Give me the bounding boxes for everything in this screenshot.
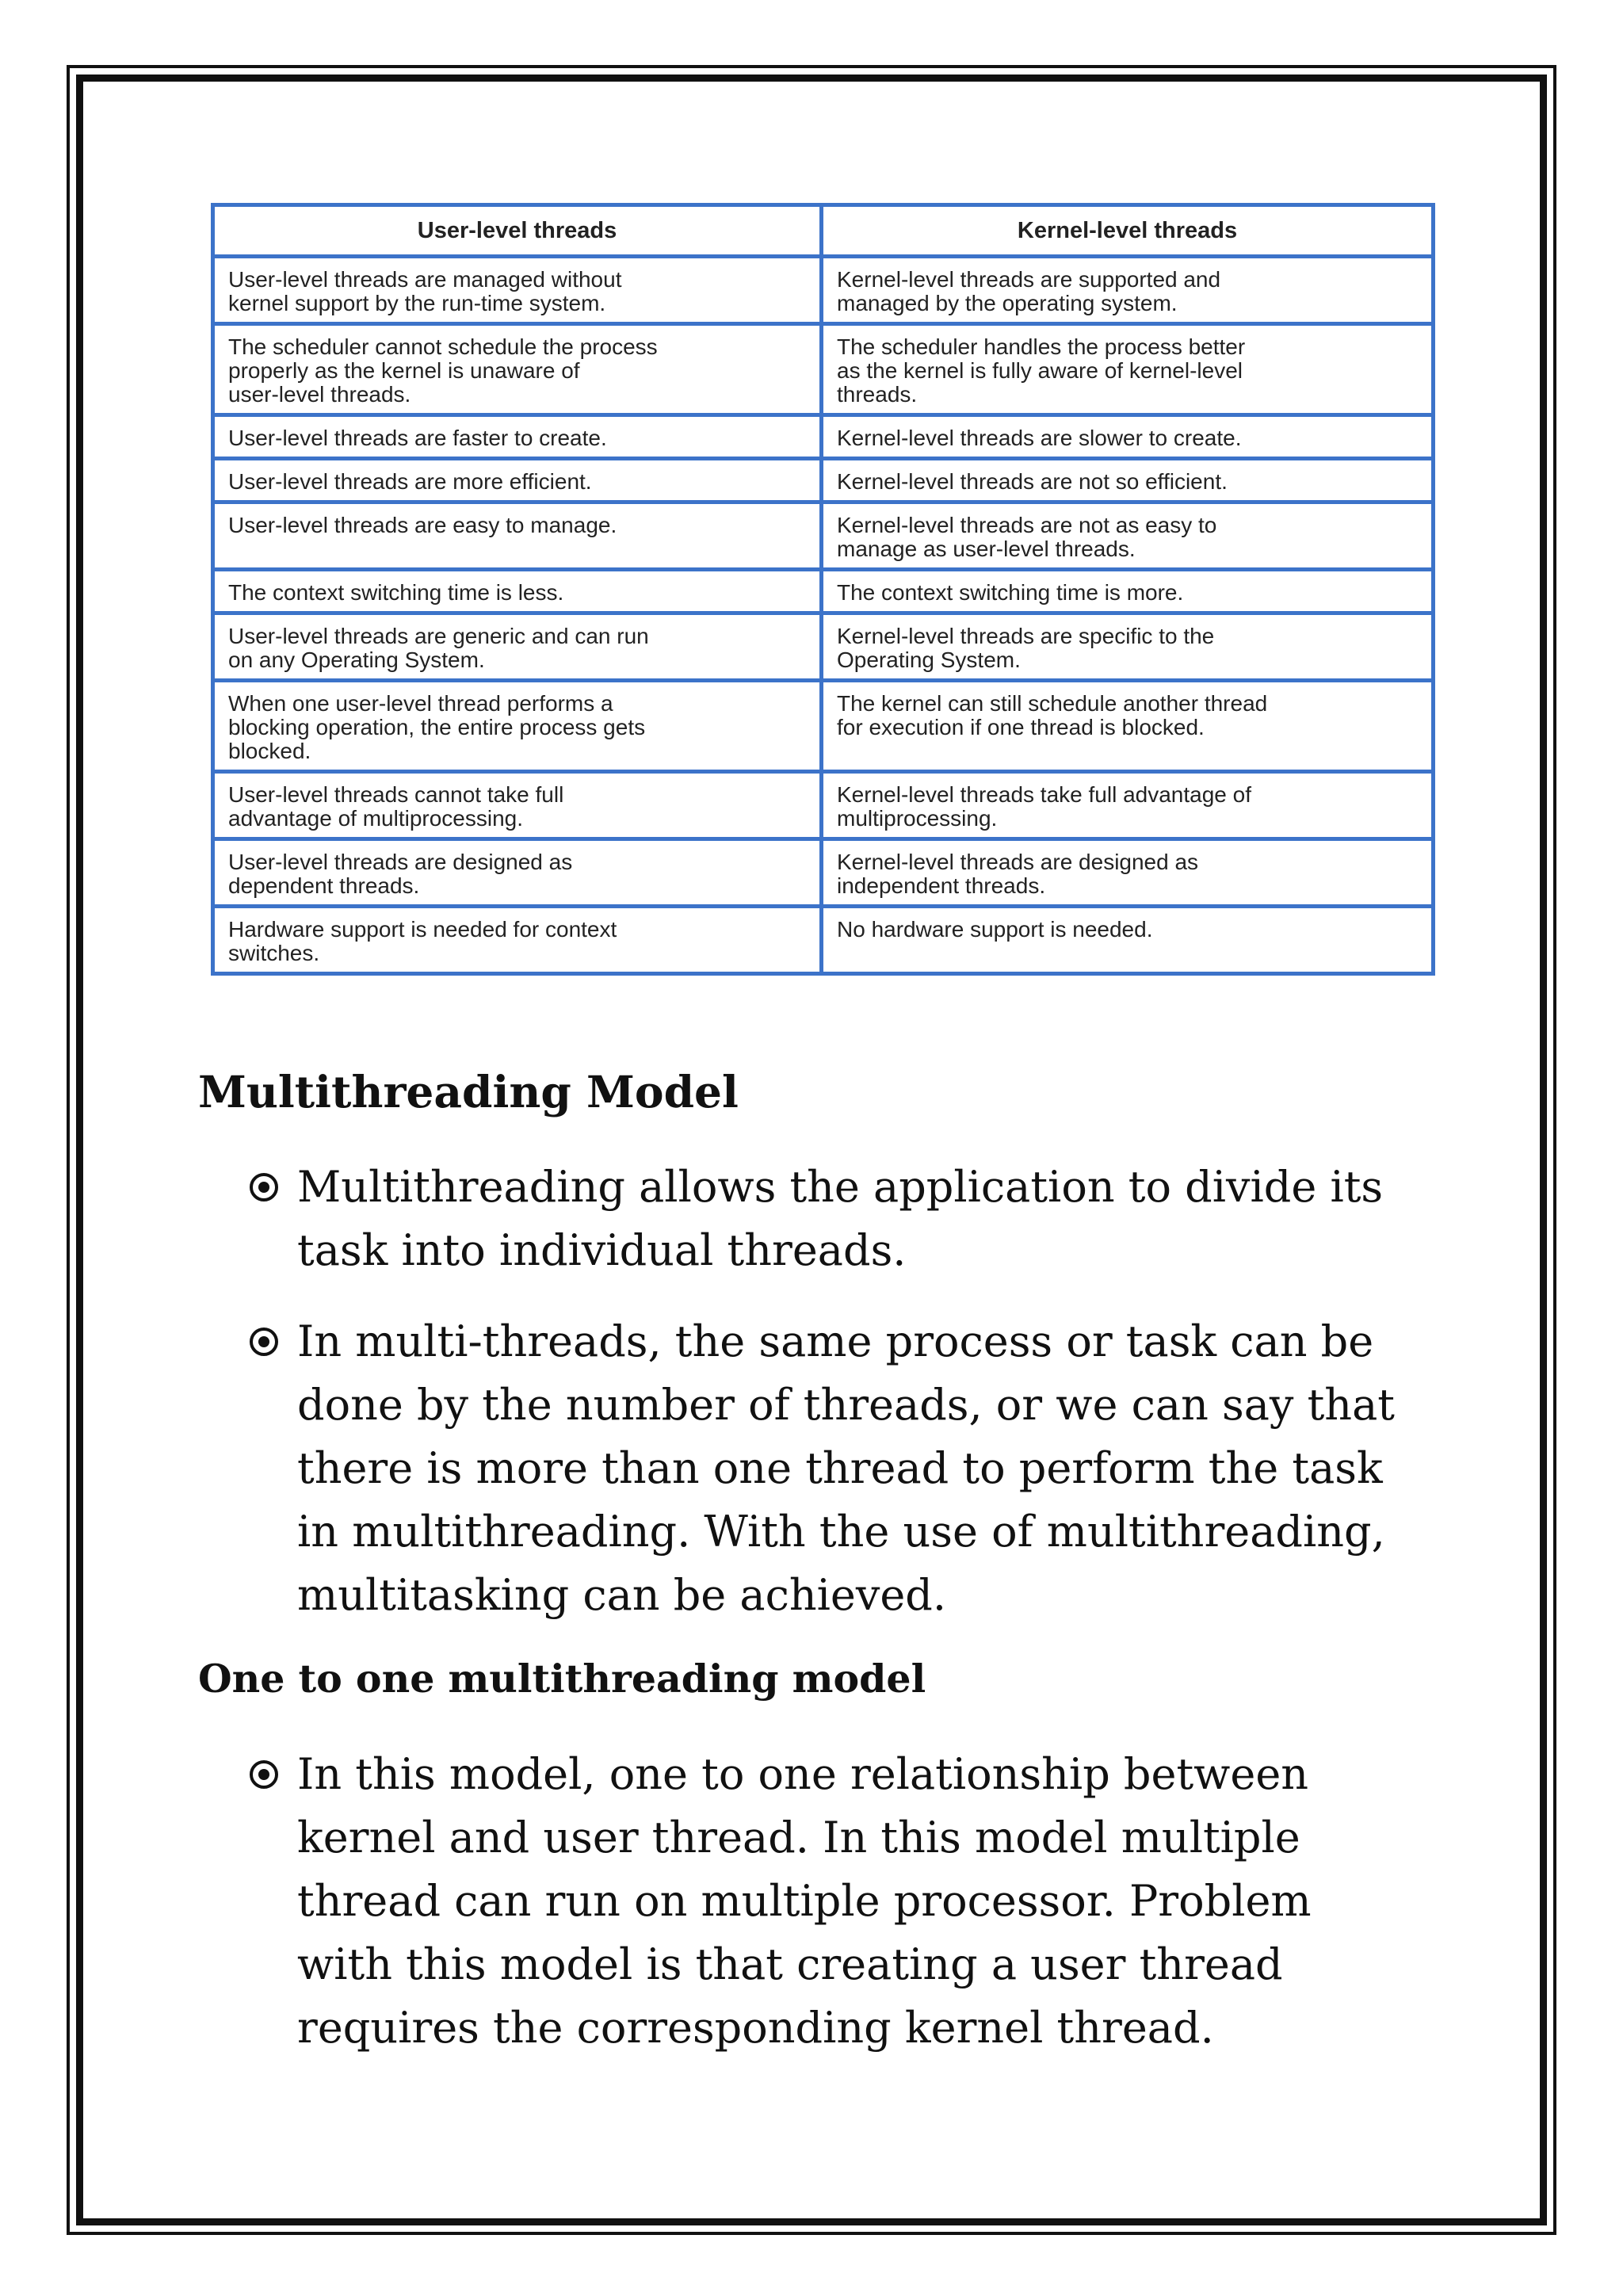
- table-row: [213, 772, 1434, 839]
- cell-user-level: User-level threads are generic and can run on any Operating System.: [213, 613, 822, 681]
- cell-user-level: User-level threads are easy to manage.: [213, 502, 822, 570]
- cell-kernel-level: Kernel-level threads are designed as independent threads.: [822, 839, 1434, 907]
- bullet-item: [250, 1310, 1438, 1627]
- cell-user-level: User-level threads cannot take full advantage of multiprocessing.: [213, 772, 822, 839]
- table-header-row: [213, 205, 1434, 257]
- table-row: [213, 257, 1434, 324]
- table-row: [213, 613, 1434, 681]
- cell-user-level: User-level threads are managed without kernel support by the run-time system.: [213, 257, 822, 324]
- header-kernel-level: Kernel-level threads: [822, 205, 1434, 257]
- cell-kernel-level: The kernel can still schedule another thread for execution if one thread is blocked.: [822, 681, 1434, 772]
- cell-kernel-level: Kernel-level threads are slower to create.: [822, 415, 1434, 459]
- cell-user-level: User-level threads are faster to create.: [213, 415, 822, 459]
- table-row: [213, 324, 1434, 415]
- cell-kernel-level: The scheduler handles the process better as the kernel is fully aware of kernel-level threads.: [822, 324, 1434, 415]
- bullet-item: [250, 1156, 1438, 1282]
- cell-kernel-level: Kernel-level threads are specific to the Operating System.: [822, 613, 1434, 681]
- table-row: [213, 415, 1434, 459]
- bullet-item: [250, 1743, 1438, 2060]
- cell-kernel-level: Kernel-level threads are supported and managed by the operating system.: [822, 257, 1434, 324]
- bullet-text: In this model, one to one relationship between kernel and user thread. In this model multiple thread can run on multiple processor. Problem with this model is that creating a user thread requires the corresponding kernel thread.: [297, 1749, 1312, 2053]
- bullet-text: Multithreading allows the application to divide its task into individual threads.: [297, 1162, 1384, 1275]
- cell-user-level: User-level threads are more efficient.: [213, 459, 822, 502]
- cell-user-level: The scheduler cannot schedule the process properly as the kernel is unaware of user-level threads.: [213, 324, 822, 415]
- cell-kernel-level: The context switching time is more.: [822, 570, 1434, 613]
- table-row: [213, 907, 1434, 974]
- table-row: [213, 502, 1434, 570]
- section-heading-one-to-one: One to one multithreading model: [198, 1656, 926, 1702]
- section-heading-multithreading-model: Multithreading Model: [198, 1066, 739, 1117]
- table-row: [213, 570, 1434, 613]
- cell-kernel-level: Kernel-level threads are not so efficient.: [822, 459, 1434, 502]
- radio-bullet-icon: [250, 1760, 278, 1789]
- bullet-text: In multi-threads, the same process or task can be done by the number of threads, or we can say that there is more than one thread to perform the task in multithreading. With the use of multithreading, multitasking can be achieved.: [297, 1316, 1395, 1620]
- cell-kernel-level: Kernel-level threads take full advantage of multiprocessing.: [822, 772, 1434, 839]
- cell-kernel-level: Kernel-level threads are not as easy to manage as user-level threads.: [822, 502, 1434, 570]
- cell-user-level: Hardware support is needed for context switches.: [213, 907, 822, 974]
- table-row: [213, 681, 1434, 772]
- table-row: [213, 459, 1434, 502]
- table-body: [213, 257, 1434, 974]
- radio-bullet-icon: [250, 1328, 278, 1356]
- thread-comparison-table: [211, 203, 1435, 976]
- radio-bullet-icon: [250, 1173, 278, 1201]
- cell-user-level: User-level threads are designed as dependent threads.: [213, 839, 822, 907]
- table-row: [213, 839, 1434, 907]
- cell-user-level: The context switching time is less.: [213, 570, 822, 613]
- header-user-level: User-level threads: [213, 205, 822, 257]
- cell-kernel-level: No hardware support is needed.: [822, 907, 1434, 974]
- cell-user-level: When one user-level thread performs a blocking operation, the entire process gets blocked.: [213, 681, 822, 772]
